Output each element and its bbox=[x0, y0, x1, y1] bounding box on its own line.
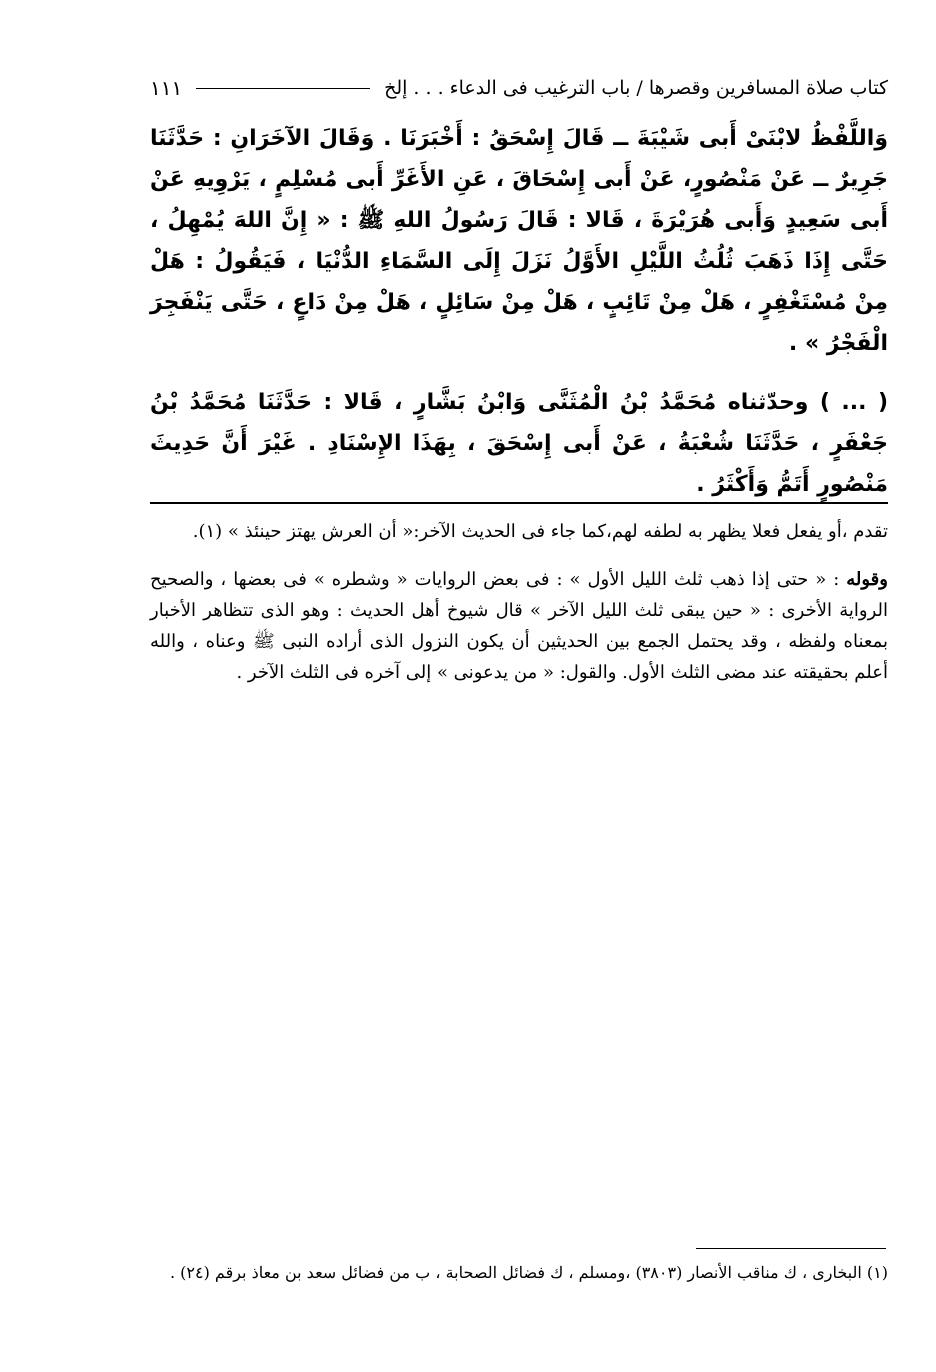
header-title: كتاب صلاة المسافرين وقصرها / باب الترغيب فى الدعاء . . . إلخ bbox=[384, 77, 888, 99]
footnote-text: (١) البخارى ، ك مناقب الأنصار (٣٨٠٣) ،ومسلم ، ك فضائل الصحابة ، ب من فضائل سعد بن معاذ برقم (٢٤) . bbox=[169, 1263, 888, 1282]
commentary-lead: وقوله bbox=[846, 569, 888, 590]
footnote bbox=[150, 1258, 888, 1287]
commentary-paragraph: تقدم ،أو يفعل فعلا يظهر به لطفه لهم،كما جاء فى الحديث الآخر:« أن العرش يهتز حينئذ » (١). bbox=[192, 521, 888, 542]
hadith-paragraph: ( ... ) وحدّثناه مُحَمَّدُ بْنُ الْمُثَنَّى وَابْنُ بَشَّارٍ ، قَالا : حَدَّثَنَا مُحَمَّدُ بْنُ جَعْفَرٍ ، حَدَّثَنَا شُعْبَةُ ، عَنْ أَبى إِسْحَقَ ، بِهَذَا الإِسْنَادِ . غَيْرَ أَنَّ حَدِيثَ مَنْصُورٍ أَتَمُّ وَأَكْثَرُ . bbox=[150, 390, 888, 497]
hadith-paragraph: وَاللَّفْظُ لابْنَىْ أَبى شَيْبَةَ ــ قَالَ إِسْحَقُ : أَخْبَرَنَا . وَقَالَ الآخَرَانِ : حَدَّثَنَا جَرِيرٌ ــ عَنْ مَنْصُورٍ، عَنْ أَبى إِسْحَاقَ ، عَنِ الأَغَرِّ أَبى مُسْلِمٍ ، يَرْوِيهِ عَنْ أَبى سَعِيدٍ وَأَبى هُرَيْرَةَ ، قَالا : قَالَ رَسُولُ اللهِ ﷺ : « إِنَّ اللهَ يُمْهِلُ ، حَتَّى إِذَا ذَهَبَ ثُلُثُ اللَّيْلِ الأَوَّلُ نَزَلَ إِلَى السَّمَاءِ الدُّنْيَا ، فَيَقُولُ : هَلْ مِنْ مُسْتَغْفِرٍ ، هَلْ مِنْ تَائِبٍ ، هَلْ مِنْ سَائِلٍ ، هَلْ مِنْ دَاعٍ ، حَتَّى يَنْفَجِرَ الْفَجْرُ » . bbox=[150, 126, 888, 356]
page-number: ١١١ bbox=[150, 76, 183, 100]
hadith-text bbox=[150, 118, 888, 505]
commentary-paragraph bbox=[150, 564, 888, 688]
footnote-rule bbox=[696, 1248, 886, 1249]
section-divider bbox=[150, 502, 888, 504]
header-rule bbox=[196, 88, 370, 89]
commentary-text bbox=[150, 516, 888, 688]
commentary-body: : « حتى إذا ذهب ثلث الليل الأول » : فى بعض الروايات « وشطره » فى بعضها ، والصحيح الرواية الأخرى : « حين يبقى ثلث الليل الآخر » قال شيوخ أهل الحديث : وهو الذى تتظاهر الأخبار بمعناه ولفظه ، وقد يحتمل الجمع بين الحديثين أن يكون النزول الذى أراده النبى ﷺ وعناه ، والله أعلم بحقيقته عند مضى الثلث الأول. والقول: « من يدعونى » إلى آخره فى الثلث الآخر . bbox=[150, 569, 888, 683]
running-header bbox=[150, 70, 888, 106]
